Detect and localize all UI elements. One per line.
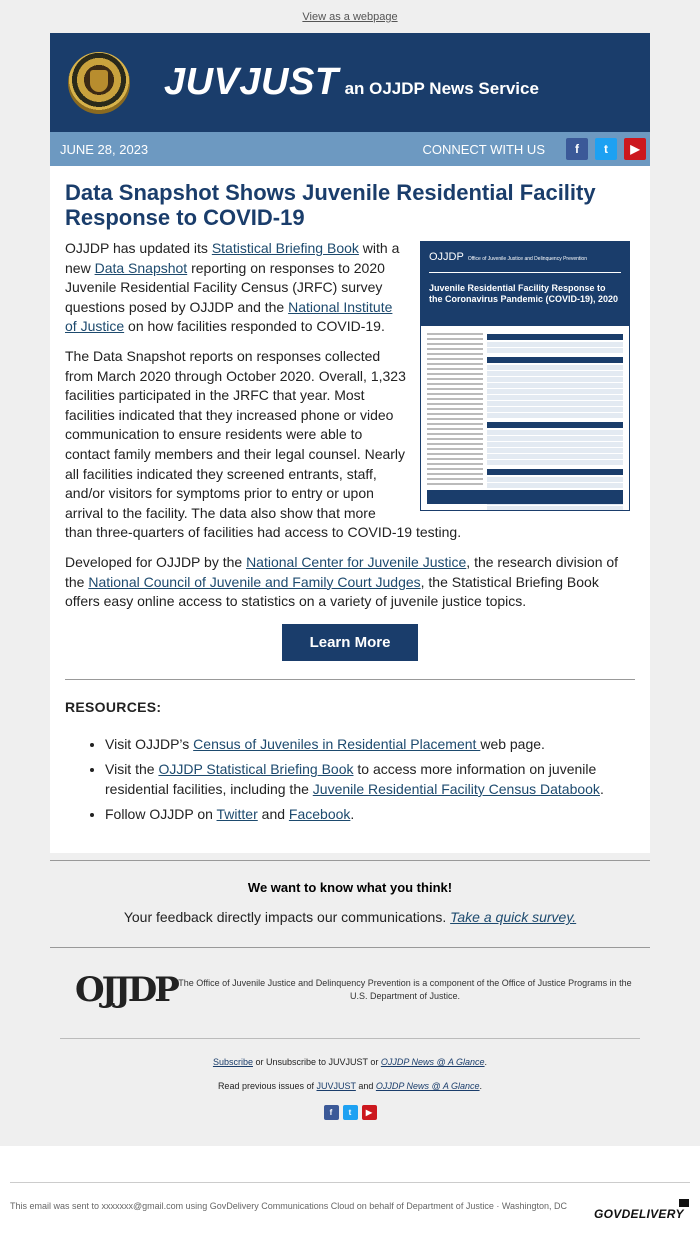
resources-list (65, 735, 635, 825)
r1-text-2: web page. (480, 735, 545, 752)
r2-text-3: . (599, 780, 604, 797)
thumbnail-title: Juvenile Residential Facility Response to the Coronavirus Pandemic (COVID-19), 2020 (429, 282, 619, 304)
thumbnail-text-column (427, 330, 483, 511)
line1-text-2: . (484, 1057, 488, 1067)
ojjdp-logo: OJJDP (75, 970, 177, 1010)
thumbnail-header (421, 242, 629, 326)
data-snapshot-thumbnail[interactable] (420, 241, 630, 511)
agency-text: The Office of Juvenile Justice and Delinquency Prevention is a component of the Office of Justice Programs in the U.S. Department of Justice. (178, 978, 632, 1001)
list-item (105, 805, 635, 825)
subscribe-line (50, 1057, 650, 1067)
brand-subtitle: an OJJDP News Service (344, 79, 539, 98)
footer-social (50, 1102, 650, 1120)
r3-text-1: Follow OJJDP on (105, 806, 217, 823)
twitter-icon[interactable]: t (595, 138, 617, 160)
main-content (50, 166, 650, 853)
p1-text-3: reporting on responses to 2020 Juvenile Residential Facility Census (JRFC) survey questions posed by OJJDP and the (65, 259, 385, 315)
r2-text-1: Visit the (105, 761, 159, 778)
facebook-link[interactable]: Facebook (288, 806, 351, 823)
issue-date: JUNE 28, 2023 (60, 141, 149, 157)
juvjust-archive-link[interactable]: JUVJUST (316, 1081, 356, 1091)
jrfc-databook-link[interactable]: Juvenile Residential Facility Census Databook (312, 780, 600, 797)
facebook-icon[interactable]: f (324, 1105, 339, 1120)
agency-footer (75, 970, 635, 1010)
divider (50, 947, 650, 948)
thumbnail-body (421, 326, 629, 511)
feedback-section (50, 880, 650, 925)
ncjj-link[interactable]: National Center for Juvenile Justice (246, 553, 467, 570)
thumb-logo-text: OJJDP (429, 251, 464, 263)
article-title: Data Snapshot Shows Juvenile Residential Facility Response to COVID-19 (65, 180, 596, 230)
p3-text-1: Developed for OJJDP by the (65, 553, 247, 570)
news-glance-archive-link[interactable]: OJJDP News @ A Glance (375, 1081, 480, 1091)
divider (65, 679, 635, 680)
paragraph-2: The Data Snapshot reports on responses collected from March 2020 through October 2020. Overall, 1,323 facilities participated in the JRFC that year. Most facilities indicated that they increased phone or video communication to ensure residents were able to contact family members and their legal counsel. Nearly all facilities indicated they screened entrants, staff, and/or visitors for symptoms prior to entry or upon arrival to the facility. The data also show that more than three-quarters of facilities had access to COVID-19 testing. (65, 347, 462, 541)
paragraph-3 (65, 553, 635, 612)
line2-text-3: . (479, 1081, 483, 1091)
subscribe-link[interactable]: Subscribe (212, 1057, 253, 1067)
divider (50, 860, 650, 861)
p3-text-3: , the Statistical Briefing Book offers easy online access to statistics on a variety of juvenile justice topics. (65, 573, 599, 610)
connect-label: CONNECT WITH US (422, 141, 545, 157)
top-bar (0, 0, 700, 33)
r3-text-2: and (257, 806, 289, 823)
previous-issues-line (50, 1081, 650, 1091)
list-item (105, 735, 635, 755)
r2-text-2: to access more information on juvenile residential facilities, including the (105, 761, 597, 797)
envelope-icon (679, 1199, 689, 1207)
line2-text-1: Read previous issues of (217, 1081, 317, 1091)
thumb-logo-sub: Office of Juvenile Justice and Delinquency Prevention (467, 256, 587, 262)
data-snapshot-link[interactable]: Data Snapshot (94, 259, 188, 276)
facebook-icon[interactable]: f (566, 138, 588, 160)
p1-text-4: on how facilities responded to COVID-19. (124, 318, 385, 335)
learn-more-wrap (65, 622, 635, 661)
r1-text-1: Visit OJJDP’s (105, 735, 194, 752)
brand (164, 61, 539, 104)
twitter-link[interactable]: Twitter (216, 806, 258, 823)
sbb-link[interactable]: OJJDP Statistical Briefing Book (158, 761, 354, 778)
cjrp-link[interactable]: Census of Juveniles in Residential Placement (193, 735, 481, 752)
survey-link[interactable]: Take a quick survey. (450, 909, 577, 925)
view-as-webpage-link[interactable]: View as a webpage (302, 10, 398, 23)
statistical-briefing-book-link[interactable]: Statistical Briefing Book (211, 240, 359, 256)
p3-text-2: , the research division of the (65, 553, 619, 590)
doj-seal-icon (68, 52, 130, 114)
list-item (105, 760, 635, 799)
nij-link[interactable]: National Institute of Justice (65, 298, 393, 335)
date-bar (50, 132, 650, 166)
youtube-icon[interactable]: ▶ (624, 138, 646, 160)
thumbnail-footer (427, 490, 623, 504)
delivery-notice: This email was sent to xxxxxxx@gmail.com using GovDelivery Communications Cloud on behalf of Department of Justice · Washington, DC (10, 1201, 568, 1211)
thumbnail-table (487, 330, 623, 511)
brand-title: JUVJUST (164, 61, 339, 103)
r3-text-3: . (350, 806, 355, 823)
learn-more-button[interactable]: Learn More (282, 624, 418, 661)
header-banner (50, 33, 650, 132)
resources-heading: RESOURCES: (65, 698, 162, 715)
article-body (65, 239, 635, 612)
news-at-a-glance-link[interactable]: OJJDP News @ A Glance (380, 1057, 485, 1067)
twitter-icon[interactable]: t (343, 1105, 358, 1120)
youtube-icon[interactable]: ▶ (362, 1105, 377, 1120)
p1-text-1: OJJDP has updated its (65, 240, 212, 256)
ncjfcj-link[interactable]: National Council of Juvenile and Family Court Judges (88, 573, 421, 590)
feedback-body: Your feedback directly impacts our communications. (123, 909, 451, 925)
line2-text-2: and (355, 1081, 376, 1091)
line1-text-1: or Unsubscribe to JUVJUST or (252, 1057, 381, 1067)
subscription-links (50, 1057, 650, 1091)
delivery-footer (0, 1146, 700, 1233)
feedback-text (50, 909, 650, 925)
divider (60, 1038, 640, 1039)
divider (10, 1182, 690, 1183)
thumbnail-logo (429, 248, 621, 273)
govdelivery-logo[interactable]: GOVDELIVERY (594, 1207, 684, 1221)
feedback-heading: We want to know what you think! (247, 880, 453, 895)
p1-text-2: with a new (65, 240, 400, 276)
